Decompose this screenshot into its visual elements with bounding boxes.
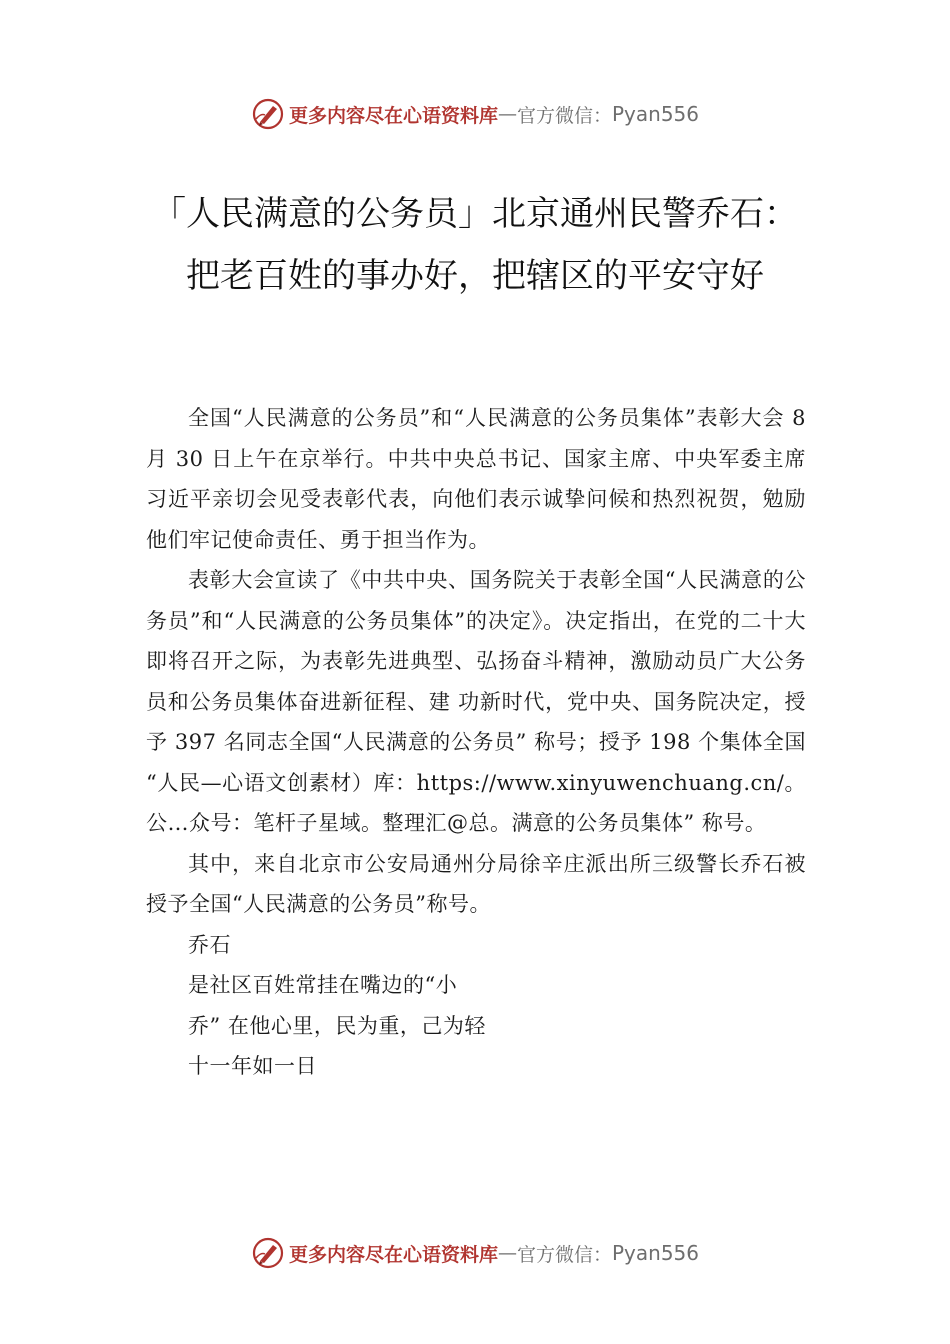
banner-dash: — xyxy=(497,103,517,125)
banner-brand-text: 更多内容尽在心语资料库 xyxy=(288,104,498,127)
banner-wechat-label: 官方微信： xyxy=(516,1243,612,1266)
banner-wechat-id: Pyan556 xyxy=(612,1241,700,1265)
top-banner xyxy=(0,94,950,134)
paragraph: 其中，来自北京市公安局通州分局徐辛庄派出所三级警长乔石被授予全国“人民满意的公务员”称号。 xyxy=(146,851,806,916)
document-body xyxy=(146,398,806,1087)
document-title: 「人民满意的公务员」北京通州民警乔石：把老百姓的事办好，把辖区的平安守好 xyxy=(152,194,798,296)
pen-logo-icon xyxy=(251,1236,285,1270)
banner-wechat-label: 官方微信： xyxy=(516,104,612,127)
paragraph: 表彰大会宣读了《中共中央、国务院关于表彰全国“人民满意的公务员”和“人民满意的公务员集体”的决定》。决定指出，在党的二十大即将召开之际，为表彰先进典型、弘扬奋斗精神，激励动员广大公务员和公务员集体奋进新征程、建 功新时代，党中央、国务院决定，授予 397 名同志全国“人民满意的公务员” 称号；授予 198 个集体全国 “人民—心语文创素材）库：https://www.xinyuwenchuang.cn/。公…众号：笔杆子星域。整理汇@总。满意的公务员集体” 称号。 xyxy=(146,568,806,835)
bottom-banner xyxy=(0,1233,950,1273)
verse-line: 是社区百姓常挂在嘴边的“小 xyxy=(188,973,458,997)
verse-line: 乔” 在他心里，民为重，己为轻 xyxy=(188,1013,486,1038)
verse-line: 乔石 xyxy=(188,932,231,957)
paragraph: 全国“人民满意的公务员”和“人民满意的公务员集体”表彰大会 8 月 30 日上午在京举行。中共中央总书记、国家主席、中央军委主席习近平亲切会见受表彰代表，向他们表示诚挚问候和热烈祝贺，勉励他们牢记使命责任、勇于担当作为。 xyxy=(146,406,806,552)
pen-logo-icon xyxy=(251,97,285,131)
banner-dash: — xyxy=(497,1242,517,1264)
banner-brand-text: 更多内容尽在心语资料库 xyxy=(288,1243,498,1266)
verse-line: 十一年如一日 xyxy=(188,1054,317,1078)
banner-wechat-id: Pyan556 xyxy=(612,102,700,126)
